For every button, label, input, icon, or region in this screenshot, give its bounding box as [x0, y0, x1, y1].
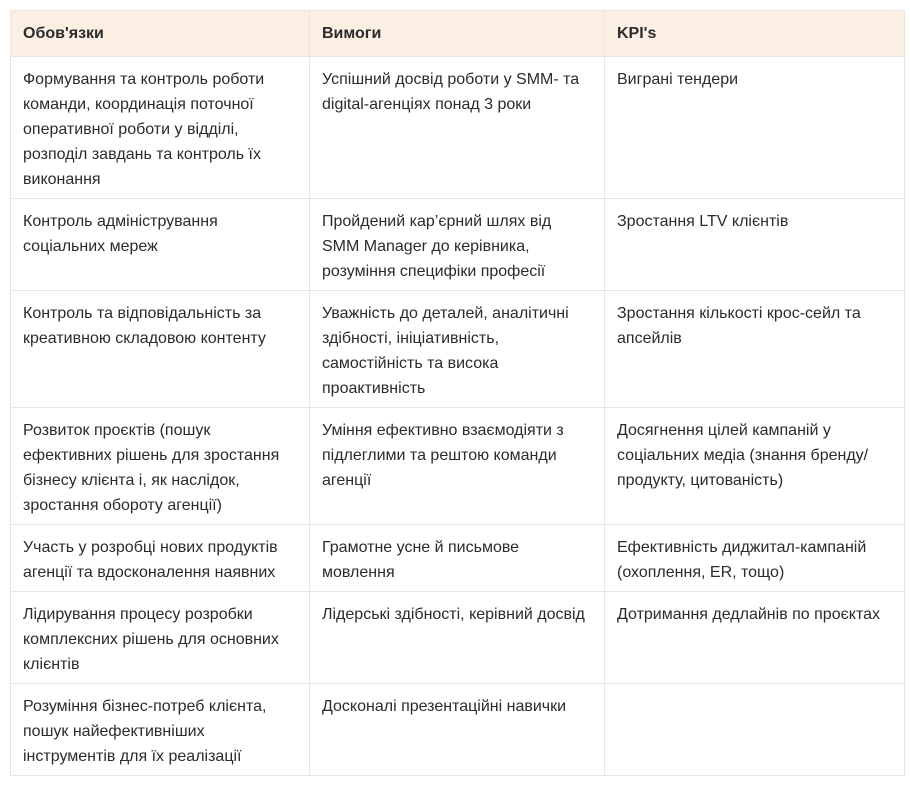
table-row — [11, 57, 905, 199]
header-requirements: Вимоги — [310, 11, 605, 57]
responsibilities-table-container — [10, 10, 904, 776]
cell-kpi: Зростання LTV клієнтів — [605, 199, 905, 291]
cell-requirement: Пройдений кар’єрний шлях від SMM Manager до керівника, розуміння специфіки професії — [310, 199, 605, 291]
table-row — [11, 684, 905, 776]
header-kpis: KPI's — [605, 11, 905, 57]
cell-responsibility: Розуміння бізнес-потреб клієнта, пошук найефективніших інструментів для їх реалізації — [11, 684, 310, 776]
cell-requirement: Уміння ефективно взаємодіяти з підлеглими та рештою команди агенції — [310, 408, 605, 525]
cell-requirement: Уважність до деталей, аналітичні здібності, ініціативність, самостійність та висока проактивність — [310, 291, 605, 408]
table-header-row — [11, 11, 905, 57]
cell-responsibility: Лідирування процесу розробки комплексних рішень для основних клієнтів — [11, 592, 310, 684]
cell-responsibility: Участь у розробці нових продуктів агенції та вдосконалення наявних — [11, 525, 310, 592]
cell-responsibility: Розвиток проєктів (пошук ефективних рішень для зростання бізнесу клієнта і, як наслідок, зростання обороту агенції) — [11, 408, 310, 525]
table-row — [11, 592, 905, 684]
table-row — [11, 408, 905, 525]
header-responsibilities: Обов'язки — [11, 11, 310, 57]
cell-responsibility: Формування та контроль роботи команди, координація поточної оперативної роботи у відділі, розподіл завдань та контроль їх виконання — [11, 57, 310, 199]
cell-requirement: Грамотне усне й письмове мовлення — [310, 525, 605, 592]
table-row — [11, 199, 905, 291]
cell-kpi: Зростання кількості крос-сейл та апсейлів — [605, 291, 905, 408]
cell-responsibility: Контроль адміністрування соціальних мереж — [11, 199, 310, 291]
cell-responsibility: Контроль та відповідальність за креативною складовою контенту — [11, 291, 310, 408]
cell-kpi: Дотримання дедлайнів по проєктах — [605, 592, 905, 684]
cell-kpi — [605, 684, 905, 776]
cell-kpi: Виграні тендери — [605, 57, 905, 199]
cell-requirement: Досконалі презентаційні навички — [310, 684, 605, 776]
table-row — [11, 525, 905, 592]
cell-requirement: Успішний досвід роботи у SMM- та digital-агенціях понад 3 роки — [310, 57, 605, 199]
cell-kpi: Досягнення цілей кампаній у соціальних медіа (знання бренду/продукту, цитованість) — [605, 408, 905, 525]
table-row — [11, 291, 905, 408]
responsibilities-table — [10, 10, 905, 776]
cell-requirement: Лідерські здібності, керівний досвід — [310, 592, 605, 684]
cell-kpi: Ефективність диджитал-кампаній (охоплення, ER, тощо) — [605, 525, 905, 592]
